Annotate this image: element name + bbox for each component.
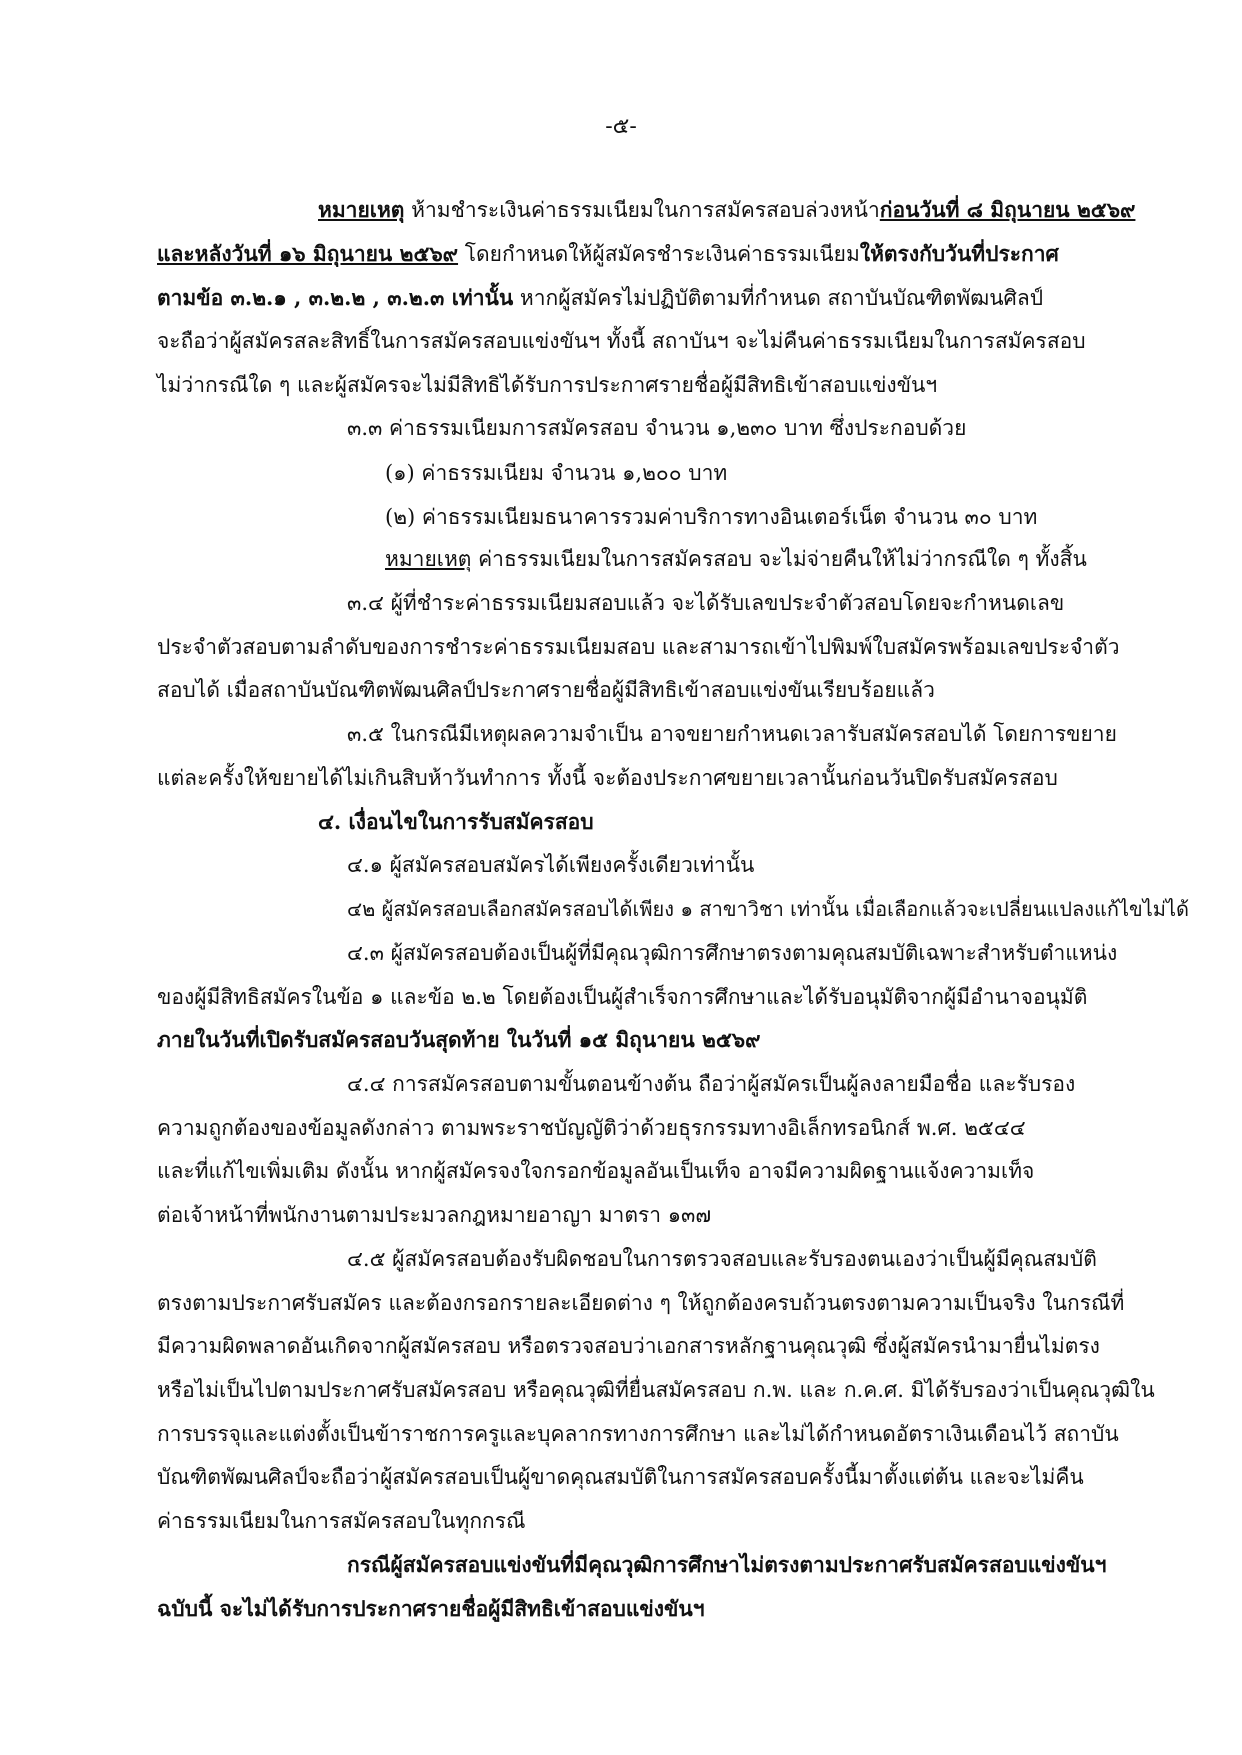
section-4-1: ๔.๑ ผู้สมัครสอบสมัครได้เพียงครั้งเดียวเท่านั้น <box>347 853 755 877</box>
section-3-5-line-2: แต่ละครั้งให้ขยายได้ไม่เกินสิบห้าวันทำการ ทั้งนี้ จะต้องประกาศขยายเวลานั้นก่อนวันปิดรับสมัครสอบ <box>157 766 1058 790</box>
section-4-5-line-3: มีความผิดพลาดอันเกิดจากผู้สมัครสอบ หรือตรวจสอบว่าเอกสารหลักฐานคุณวุฒิ ซึ่งผู้สมัครนำมายื่นไม่ตรง <box>157 1334 1100 1358</box>
section-4-3-line-2: ของผู้มีสิทธิสมัครในข้อ ๑ และข้อ ๒.๒ โดยต้องเป็นผู้สำเร็จการศึกษาและได้รับอนุมัติจากผู้มีอำนาจอนุมัติ <box>157 985 1088 1009</box>
section-3-3-line-1: ๓.๓ ค่าธรรมเนียมการสมัครสอบ จำนวน ๑,๒๓๐ บาท ซึ่งประกอบด้วย <box>347 416 967 440</box>
section-3-4-line-2: ประจำตัวสอบตามลำดับของการชำระค่าธรรมเนียมสอบ และสามารถเข้าไปพิมพ์ใบสมัครพร้อมเลขประจำตัว <box>157 635 1120 659</box>
page-number: -๕- <box>605 114 637 139</box>
section-4-3-line-1: ๔.๓ ผู้สมัครสอบต้องเป็นผู้ที่มีคุณวุฒิการศึกษาตรงตามคุณสมบัติเฉพาะสำหรับตำแหน่ง <box>347 941 1118 965</box>
note-line-3: ตามข้อ ๓.๒.๑ , ๓.๒.๒ , ๓.๒.๓ เท่านั้น หากผู้สมัครไม่ปฏิบัติตามที่กำหนด สถาบันบัณฑิตพัฒนศิลป์ <box>157 285 1044 310</box>
section-3-3-item-2: (๒) ค่าธรรมเนียมธนาคารรวมค่าบริการทางอินเตอร์เน็ต จำนวน ๓๐ บาท <box>385 505 1038 529</box>
section-4-heading: ๔. เงื่อนไขในการรับสมัครสอบ <box>318 809 594 834</box>
section-4-2: ๔๒ ผู้สมัครสอบเลือกสมัครสอบได้เพียง ๑ สาขาวิชา เท่านั้น เมื่อเลือกแล้วจะเปลี่ยนแปลงแก้ไขไม่ได้ <box>347 897 1189 921</box>
section-4-3-line-3: ภายในวันที่เปิดรับสมัครสอบวันสุดท้าย ในวันที่ ๑๕ มิถุนายน ๒๕๖๙ <box>157 1027 761 1052</box>
section-3-4-line-3: สอบได้ เมื่อสถาบันบัณฑิตพัฒนศิลป์ประกาศรายชื่อผู้มีสิทธิเข้าสอบแข่งขันเรียบร้อยแล้ว <box>157 678 935 702</box>
section-4-5-line-4: หรือไม่เป็นไปตามประกาศรับสมัครสอบ หรือคุณวุฒิที่ยื่นสมัครสอบ ก.พ. และ ก.ค.ศ. มิได้รับรองว่าเป็นคุณวุฒิใน <box>157 1378 1155 1402</box>
section-4-5-line-7: ค่าธรรมเนียมในการสมัครสอบในทุกกรณี <box>157 1509 526 1533</box>
section-3-4-line-1: ๓.๔ ผู้ที่ชำระค่าธรรมเนียมสอบแล้ว จะได้รับเลขประจำตัวสอบโดยจะกำหนดเลข <box>347 591 1065 615</box>
section-4-5-line-1: ๔.๕ ผู้สมัครสอบต้องรับผิดชอบในการตรวจสอบและรับรองตนเองว่าเป็นผู้มีคุณสมบัติ <box>347 1247 1097 1271</box>
final-note-line-1: กรณีผู้สมัครสอบแข่งขันที่มีคุณวุฒิการศึกษาไม่ตรงตามประกาศรับสมัครสอบแข่งขันฯ <box>347 1552 1107 1577</box>
note-line-2: และหลังวันที่ ๑๖ มิถุนายน ๒๕๖๙ โดยกำหนดให้ผู้สมัครชำระเงินค่าธรรมเนียมให้ตรงกับวันที่ประกาศ <box>157 241 1059 266</box>
section-4-5-line-6: บัณฑิตพัฒนศิลป์จะถือว่าผู้สมัครสอบเป็นผู้ขาดคุณสมบัติในการสมัครสอบครั้งนี้มาตั้งแต่ต้น และจะไม่คืน <box>157 1465 1084 1489</box>
final-note-line-2: ฉบับนี้ จะไม่ได้รับการประกาศรายชื่อผู้มีสิทธิเข้าสอบแข่งขันฯ <box>157 1596 705 1621</box>
section-3-3-note: หมายเหตุ ค่าธรรมเนียมในการสมัครสอบ จะไม่จ่ายคืนให้ไม่ว่ากรณีใด ๆ ทั้งสิ้น <box>385 547 1087 571</box>
section-3-5-line-1: ๓.๕ ในกรณีมีเหตุผลความจำเป็น อาจขยายกำหนดเวลารับสมัครสอบได้ โดยการขยาย <box>347 722 1117 746</box>
note-line-1: หมายเหตุ ห้ามชำระเงินค่าธรรมเนียมในการสมัครสอบล่วงหน้าก่อนวันที่ ๘ มิถุนายน ๒๕๖๙ <box>318 197 1136 222</box>
section-4-4-line-3: และที่แก้ไขเพิ่มเติม ดังนั้น หากผู้สมัครจงใจกรอกข้อมูลอันเป็นเท็จ อาจมีความผิดฐานแจ้งความเท็จ <box>157 1159 1035 1183</box>
section-4-5-line-5: การบรรจุและแต่งตั้งเป็นข้าราชการครูและบุคลากรทางการศึกษา และไม่ได้กำหนดอัตราเงินเดือนไว้ สถาบัน <box>157 1422 1119 1446</box>
note-line-4: จะถือว่าผู้สมัครสละสิทธิ์ในการสมัครสอบแข่งขันฯ ทั้งนี้ สถาบันฯ จะไม่คืนค่าธรรมเนียมในการสมัครสอบ <box>157 329 1086 353</box>
note-line-5: ไม่ว่ากรณีใด ๆ และผู้สมัครจะไม่มีสิทธิได้รับการประกาศรายชื่อผู้มีสิทธิเข้าสอบแข่งขันฯ <box>157 373 938 397</box>
section-4-4-line-1: ๔.๔ การสมัครสอบตามขั้นตอนข้างต้น ถือว่าผู้สมัครเป็นผู้ลงลายมือชื่อ และรับรอง <box>347 1072 1076 1096</box>
section-3-3-item-1: (๑) ค่าธรรมเนียม จำนวน ๑,๒๐๐ บาท <box>385 461 728 485</box>
note-label: หมายเหตุ <box>318 197 405 222</box>
section-4-4-line-4: ต่อเจ้าหน้าที่พนักงานตามประมวลกฎหมายอาญา มาตรา ๑๓๗ <box>157 1203 712 1227</box>
section-4-5-line-2: ตรงตามประกาศรับสมัคร และต้องกรอกรายละเอียดต่าง ๆ ให้ถูกต้องครบถ้วนตรงตามความเป็นจริง ในกรณีที่ <box>157 1291 1125 1315</box>
section-4-4-line-2: ความถูกต้องของข้อมูลดังกล่าว ตามพระราชบัญญัติว่าด้วยธุรกรรมทางอิเล็กทรอนิกส์ พ.ศ. ๒๕๔๔ <box>157 1116 1026 1140</box>
